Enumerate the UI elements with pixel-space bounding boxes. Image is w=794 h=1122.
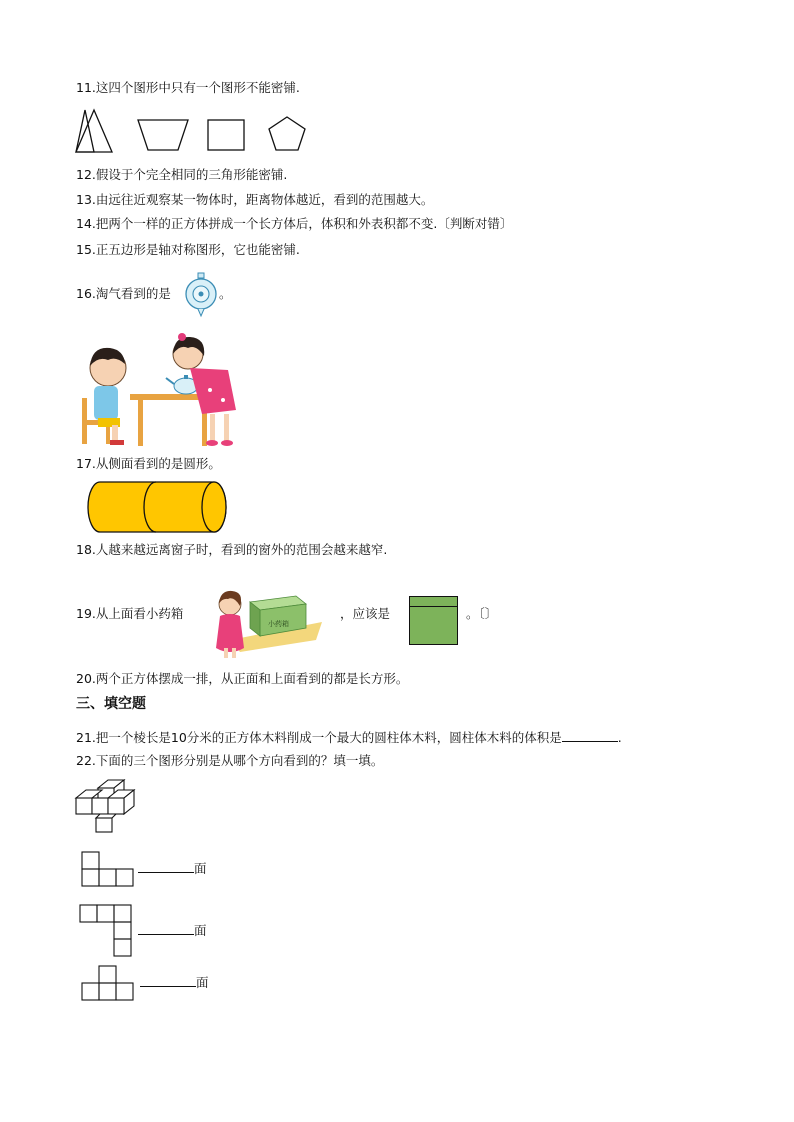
top-view-rectangle: [409, 596, 458, 645]
shapes-row: [74, 106, 314, 156]
view-shape-1: [80, 850, 136, 888]
view-answer-row-1: [138, 860, 207, 878]
question-21-end: .: [617, 730, 622, 745]
view-shape-3: [80, 964, 136, 1002]
answer-blank-view-1[interactable]: [138, 860, 194, 873]
answer-blank-view-2[interactable]: [138, 922, 194, 935]
question-12: 12.假设于个完全相同的三角形能密铺.: [76, 167, 288, 182]
question-19-end: 。〔〕: [466, 606, 498, 621]
question-16-end: 。: [219, 286, 232, 301]
question-22: 22.下面的三个图形分别是从哪个方向看到的？填一填。: [76, 753, 384, 768]
question-19: [76, 605, 183, 623]
cube-stack-figure: [74, 778, 136, 834]
question-16: [76, 285, 171, 303]
view-suffix-1: 面: [194, 861, 207, 876]
girl-medicine-box-illustration: [210, 582, 322, 660]
question-21-text: 21.把一个棱长是10分米的正方体木料削成一个最大的圆柱体木料，圆柱体木料的体积是: [76, 730, 562, 745]
question-19-text: 19.从上面看小药箱: [76, 606, 184, 621]
question-16-text: 16.淘气看到的是: [76, 286, 171, 301]
question-20: 20.两个正方体摆成一排，从正面和上面看到的都是长方形。: [76, 671, 409, 686]
top-view-lid-line: [410, 606, 457, 607]
question-18: 18.人越来越远离窗子时，看到的窗外的范围会越来越窄.: [76, 542, 388, 557]
medicine-box-label: 小药箱: [268, 620, 289, 628]
teapot-top-view-icon: [181, 272, 221, 318]
pentagon-shape: [269, 117, 305, 150]
question-21: [76, 729, 622, 747]
view-shape-2: [78, 903, 134, 959]
question-11: 11.这四个图形中只有一个图形不能密铺.: [76, 80, 300, 95]
children-table-illustration: [78, 330, 248, 450]
view-answer-row-3: [140, 974, 209, 992]
trapezoid-shape: [138, 120, 188, 150]
view-answer-row-2: [138, 922, 207, 940]
view-suffix-2: 面: [194, 923, 207, 938]
cylinder-end-face: [202, 482, 226, 532]
triangle-outline: [76, 110, 112, 152]
question-19-middle: ，应该是: [340, 606, 391, 621]
question-14: 14.把两个一样的正方体拼成一个长方体后，体积和外表积都不变.〔判断对错〕: [76, 216, 513, 231]
answer-blank-view-3[interactable]: [140, 974, 196, 987]
question-13: 13.由远往近观察某一物体时，距离物体越近，看到的范围越大。: [76, 192, 434, 207]
lying-cylinder-figure: [86, 479, 232, 535]
view-suffix-3: 面: [196, 975, 209, 990]
square-shape: [208, 120, 244, 150]
question-17: 17.从侧面看到的是圆形。: [76, 456, 221, 471]
section-title: 三、填空题: [76, 696, 146, 712]
answer-blank-21[interactable]: [562, 729, 618, 742]
question-15: 15.正五边形是轴对称图形，它也能密铺.: [76, 242, 300, 257]
